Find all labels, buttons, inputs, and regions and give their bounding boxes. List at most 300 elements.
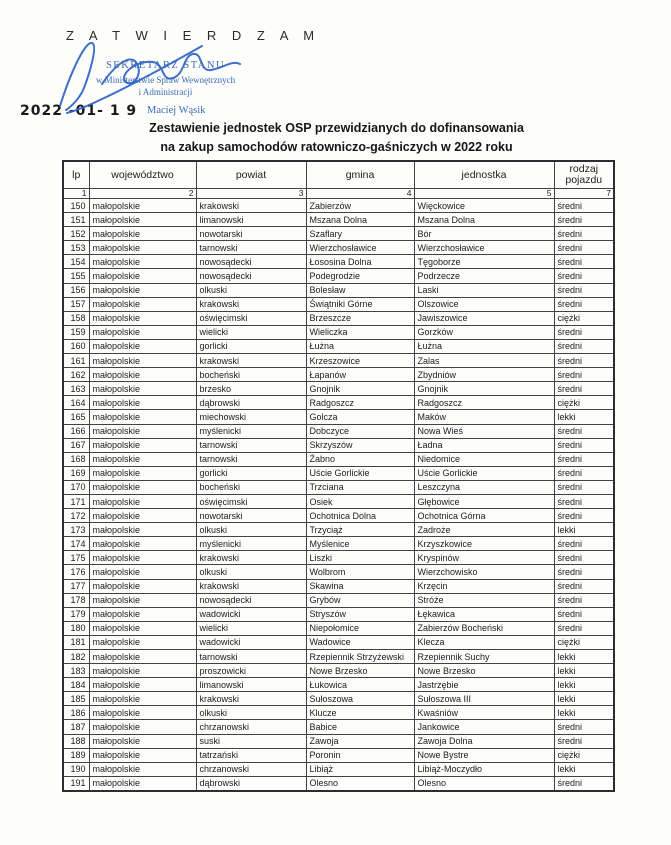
cell-powiat: krakowski xyxy=(196,579,306,593)
table-row xyxy=(63,621,614,635)
cell-powiat: krakowski xyxy=(196,692,306,706)
cell-powiat: nowosądecki xyxy=(196,593,306,607)
cell-rodzaj-pojazdu: średni xyxy=(554,368,614,382)
cell-wojewodztwo: małopolskie xyxy=(89,466,196,480)
cell-rodzaj-pojazdu: średni xyxy=(554,283,614,297)
table-row xyxy=(63,776,614,791)
table-row xyxy=(63,311,614,325)
cell-wojewodztwo: małopolskie xyxy=(89,494,196,508)
cell-wojewodztwo: małopolskie xyxy=(89,354,196,368)
cell-jednostka: Kwaśniów xyxy=(414,706,554,720)
table-row xyxy=(63,213,614,227)
cell-gmina: Rzepiennik Strzyżewski xyxy=(306,650,414,664)
cell-powiat: wadowicki xyxy=(196,607,306,621)
cell-rodzaj-pojazdu: średni xyxy=(554,424,614,438)
cell-lp: 153 xyxy=(63,241,89,255)
cell-gmina: Babice xyxy=(306,720,414,734)
table-row xyxy=(63,551,614,565)
cell-jednostka: Tęgoborze xyxy=(414,255,554,269)
cell-wojewodztwo: małopolskie xyxy=(89,509,196,523)
cell-rodzaj-pojazdu: średni xyxy=(554,297,614,311)
cell-gmina: Wierzchosławice xyxy=(306,241,414,255)
cell-lp: 152 xyxy=(63,227,89,241)
table-row xyxy=(63,650,614,664)
table-row xyxy=(63,523,614,537)
cell-gmina: Klucze xyxy=(306,706,414,720)
cell-rodzaj-pojazdu: średni xyxy=(554,325,614,339)
stamp-line-3: i Administracji xyxy=(138,87,193,97)
cell-jednostka: Ładna xyxy=(414,438,554,452)
cell-lp: 185 xyxy=(63,692,89,706)
cell-powiat: krakowski xyxy=(196,551,306,565)
cell-jednostka: Zabierzów Bocheński xyxy=(414,621,554,635)
cell-rodzaj-pojazdu: średni xyxy=(554,537,614,551)
column-number: 2 xyxy=(89,189,196,199)
cell-rodzaj-pojazdu: średni xyxy=(554,494,614,508)
cell-wojewodztwo: małopolskie xyxy=(89,396,196,410)
cell-powiat: gorlicki xyxy=(196,466,306,480)
cell-lp: 184 xyxy=(63,678,89,692)
stamp-line-2: w Ministerstwie Spraw Wewnętrznych xyxy=(95,75,236,85)
cell-jednostka: Gnojnik xyxy=(414,382,554,396)
cell-wojewodztwo: małopolskie xyxy=(89,452,196,466)
cell-jednostka: Głębowice xyxy=(414,494,554,508)
cell-powiat: nowotarski xyxy=(196,509,306,523)
title-line-1: Zestawienie jednostek OSP przewidzianych do dofinansowania xyxy=(149,121,524,135)
cell-rodzaj-pojazdu: średni xyxy=(554,269,614,283)
cell-gmina: Trzyciąż xyxy=(306,523,414,537)
column-header-gmina: gmina xyxy=(306,161,414,189)
cell-lp: 169 xyxy=(63,466,89,480)
cell-lp: 179 xyxy=(63,607,89,621)
cell-gmina: Skawina xyxy=(306,579,414,593)
table-row xyxy=(63,664,614,678)
cell-lp: 173 xyxy=(63,523,89,537)
cell-wojewodztwo: małopolskie xyxy=(89,523,196,537)
cell-gmina: Łużna xyxy=(306,339,414,353)
table-row xyxy=(63,199,614,213)
cell-gmina: Uście Gorlickie xyxy=(306,466,414,480)
table-row xyxy=(63,762,614,776)
cell-lp: 159 xyxy=(63,325,89,339)
cell-wojewodztwo: małopolskie xyxy=(89,424,196,438)
cell-powiat: tarnowski xyxy=(196,438,306,452)
cell-rodzaj-pojazdu: średni xyxy=(554,593,614,607)
cell-jednostka: Klecza xyxy=(414,635,554,649)
column-number-row xyxy=(63,189,614,199)
cell-wojewodztwo: małopolskie xyxy=(89,255,196,269)
cell-wojewodztwo: małopolskie xyxy=(89,593,196,607)
cell-rodzaj-pojazdu: średni xyxy=(554,551,614,565)
table-row xyxy=(63,537,614,551)
cell-wojewodztwo: małopolskie xyxy=(89,438,196,452)
table-row xyxy=(63,466,614,480)
table-head xyxy=(63,161,614,199)
cell-wojewodztwo: małopolskie xyxy=(89,297,196,311)
cell-wojewodztwo: małopolskie xyxy=(89,537,196,551)
cell-lp: 165 xyxy=(63,410,89,424)
cell-jednostka: Leszczyna xyxy=(414,480,554,494)
cell-jednostka: Nowa Wieś xyxy=(414,424,554,438)
cell-jednostka: Nowe Brzesko xyxy=(414,664,554,678)
column-header-rodzaj-pojazdu: rodzaj pojazdu xyxy=(554,161,614,189)
cell-rodzaj-pojazdu: średni xyxy=(554,720,614,734)
cell-powiat: dąbrowski xyxy=(196,776,306,791)
cell-rodzaj-pojazdu: średni xyxy=(554,227,614,241)
cell-jednostka: Zalas xyxy=(414,354,554,368)
cell-rodzaj-pojazdu: średni xyxy=(554,480,614,494)
cell-wojewodztwo: małopolskie xyxy=(89,213,196,227)
table-row xyxy=(63,635,614,649)
cell-wojewodztwo: małopolskie xyxy=(89,382,196,396)
cell-wojewodztwo: małopolskie xyxy=(89,664,196,678)
approval-label: Z A T W I E R D Z A M xyxy=(66,28,321,43)
cell-rodzaj-pojazdu: lekki xyxy=(554,650,614,664)
cell-lp: 154 xyxy=(63,255,89,269)
cell-lp: 156 xyxy=(63,283,89,297)
cell-jednostka: Jankowice xyxy=(414,720,554,734)
osp-table xyxy=(62,160,615,792)
table-row xyxy=(63,410,614,424)
cell-powiat: brzesko xyxy=(196,382,306,396)
cell-wojewodztwo: małopolskie xyxy=(89,621,196,635)
cell-jednostka: Kryspinów xyxy=(414,551,554,565)
table-row xyxy=(63,593,614,607)
cell-lp: 175 xyxy=(63,551,89,565)
cell-wojewodztwo: małopolskie xyxy=(89,762,196,776)
cell-wojewodztwo: małopolskie xyxy=(89,241,196,255)
cell-jednostka: Zawoja Dolna xyxy=(414,734,554,748)
table-row xyxy=(63,255,614,269)
cell-rodzaj-pojazdu: ciężki xyxy=(554,396,614,410)
cell-lp: 188 xyxy=(63,734,89,748)
table-row xyxy=(63,283,614,297)
stamp-line-1: SEKRETARZ STANU xyxy=(105,60,226,71)
cell-rodzaj-pojazdu: lekki xyxy=(554,706,614,720)
table-row xyxy=(63,748,614,762)
cell-wojewodztwo: małopolskie xyxy=(89,339,196,353)
table-row xyxy=(63,706,614,720)
cell-jednostka: Zadroże xyxy=(414,523,554,537)
cell-jednostka: Krzęcin xyxy=(414,579,554,593)
cell-wojewodztwo: małopolskie xyxy=(89,551,196,565)
cell-rodzaj-pojazdu: średni xyxy=(554,466,614,480)
cell-powiat: krakowski xyxy=(196,354,306,368)
cell-gmina: Trzciana xyxy=(306,480,414,494)
cell-lp: 160 xyxy=(63,339,89,353)
cell-powiat: olkuski xyxy=(196,283,306,297)
cell-jednostka: Ochotnica Górna xyxy=(414,509,554,523)
signer-name: Maciej Wąsik xyxy=(147,105,206,116)
cell-rodzaj-pojazdu: średni xyxy=(554,438,614,452)
cell-jednostka: Olesno xyxy=(414,776,554,791)
cell-rodzaj-pojazdu: średni xyxy=(554,776,614,791)
cell-lp: 162 xyxy=(63,368,89,382)
cell-powiat: oświęcimski xyxy=(196,311,306,325)
cell-jednostka: Bór xyxy=(414,227,554,241)
cell-jednostka: Wierzchosławice xyxy=(414,241,554,255)
cell-jednostka: Zbydniów xyxy=(414,368,554,382)
cell-gmina: Sułoszowa xyxy=(306,692,414,706)
cell-rodzaj-pojazdu: średni xyxy=(554,199,614,213)
cell-wojewodztwo: małopolskie xyxy=(89,579,196,593)
table-body xyxy=(63,199,614,791)
cell-lp: 164 xyxy=(63,396,89,410)
cell-rodzaj-pojazdu: średni xyxy=(554,339,614,353)
cell-wojewodztwo: małopolskie xyxy=(89,269,196,283)
cell-wojewodztwo: małopolskie xyxy=(89,635,196,649)
cell-rodzaj-pojazdu: średni xyxy=(554,579,614,593)
cell-rodzaj-pojazdu: średni xyxy=(554,255,614,269)
table-row xyxy=(63,325,614,339)
cell-rodzaj-pojazdu: lekki xyxy=(554,678,614,692)
cell-wojewodztwo: małopolskie xyxy=(89,678,196,692)
cell-powiat: chrzanowski xyxy=(196,720,306,734)
document-title xyxy=(58,119,615,156)
column-number: 1 xyxy=(63,189,89,199)
cell-gmina: Golcza xyxy=(306,410,414,424)
cell-powiat: nowosądecki xyxy=(196,255,306,269)
cell-lp: 166 xyxy=(63,424,89,438)
cell-jednostka: Maków xyxy=(414,410,554,424)
cell-wojewodztwo: małopolskie xyxy=(89,325,196,339)
cell-jednostka: Krzyszkowice xyxy=(414,537,554,551)
cell-jednostka: Podrzecze xyxy=(414,269,554,283)
cell-powiat: proszowicki xyxy=(196,664,306,678)
cell-wojewodztwo: małopolskie xyxy=(89,720,196,734)
header-row xyxy=(63,161,614,189)
cell-wojewodztwo: małopolskie xyxy=(89,650,196,664)
cell-powiat: limanowski xyxy=(196,213,306,227)
table-row xyxy=(63,678,614,692)
cell-powiat: bocheński xyxy=(196,480,306,494)
cell-lp: 163 xyxy=(63,382,89,396)
cell-gmina: Ochotnica Dolna xyxy=(306,509,414,523)
cell-wojewodztwo: małopolskie xyxy=(89,748,196,762)
cell-rodzaj-pojazdu: lekki xyxy=(554,664,614,678)
cell-lp: 180 xyxy=(63,621,89,635)
table-row xyxy=(63,734,614,748)
cell-powiat: gorlicki xyxy=(196,339,306,353)
cell-gmina: Łukowica xyxy=(306,678,414,692)
cell-powiat: tatrzański xyxy=(196,748,306,762)
cell-powiat: bocheński xyxy=(196,368,306,382)
column-number: 4 xyxy=(306,189,414,199)
cell-gmina: Dobczyce xyxy=(306,424,414,438)
cell-rodzaj-pojazdu: ciężki xyxy=(554,635,614,649)
cell-jednostka: Jawiszowice xyxy=(414,311,554,325)
cell-rodzaj-pojazdu: średni xyxy=(554,509,614,523)
cell-lp: 176 xyxy=(63,565,89,579)
cell-lp: 182 xyxy=(63,650,89,664)
cell-gmina: Krzeszowice xyxy=(306,354,414,368)
cell-wojewodztwo: małopolskie xyxy=(89,311,196,325)
cell-jednostka: Mszana Dolna xyxy=(414,213,554,227)
cell-lp: 151 xyxy=(63,213,89,227)
cell-gmina: Brzeszcze xyxy=(306,311,414,325)
table-row xyxy=(63,480,614,494)
cell-rodzaj-pojazdu: średni xyxy=(554,452,614,466)
cell-lp: 191 xyxy=(63,776,89,791)
cell-lp: 168 xyxy=(63,452,89,466)
cell-rodzaj-pojazdu: ciężki xyxy=(554,311,614,325)
cell-jednostka: Łękawica xyxy=(414,607,554,621)
table-row xyxy=(63,438,614,452)
cell-rodzaj-pojazdu: średni xyxy=(554,621,614,635)
cell-powiat: olkuski xyxy=(196,706,306,720)
cell-jednostka: Więckowice xyxy=(414,199,554,213)
cell-gmina: Bolesław xyxy=(306,283,414,297)
cell-wojewodztwo: małopolskie xyxy=(89,480,196,494)
table-row xyxy=(63,565,614,579)
cell-gmina: Nowe Brzesko xyxy=(306,664,414,678)
signature-scribble-icon xyxy=(40,36,265,121)
cell-lp: 161 xyxy=(63,354,89,368)
column-number: 7 xyxy=(554,189,614,199)
cell-gmina: Grybów xyxy=(306,593,414,607)
table-row xyxy=(63,692,614,706)
cell-rodzaj-pojazdu: ciężki xyxy=(554,748,614,762)
cell-lp: 189 xyxy=(63,748,89,762)
cell-lp: 155 xyxy=(63,269,89,283)
cell-gmina: Osiek xyxy=(306,494,414,508)
cell-powiat: tarnowski xyxy=(196,241,306,255)
cell-jednostka: Olszowice xyxy=(414,297,554,311)
cell-powiat: tarnowski xyxy=(196,452,306,466)
cell-gmina: Radgoszcz xyxy=(306,396,414,410)
column-header-lp: lp xyxy=(63,161,89,189)
cell-gmina: Szaflary xyxy=(306,227,414,241)
cell-gmina: Wolbrom xyxy=(306,565,414,579)
table-row xyxy=(63,424,614,438)
table-row xyxy=(63,368,614,382)
table-row xyxy=(63,494,614,508)
table-row xyxy=(63,607,614,621)
cell-powiat: myślenicki xyxy=(196,537,306,551)
cell-powiat: nowotarski xyxy=(196,227,306,241)
cell-wojewodztwo: małopolskie xyxy=(89,283,196,297)
cell-rodzaj-pojazdu: lekki xyxy=(554,410,614,424)
cell-powiat: dąbrowski xyxy=(196,396,306,410)
cell-powiat: olkuski xyxy=(196,523,306,537)
cell-lp: 174 xyxy=(63,537,89,551)
cell-gmina: Libiąż xyxy=(306,762,414,776)
cell-lp: 170 xyxy=(63,480,89,494)
cell-wojewodztwo: małopolskie xyxy=(89,227,196,241)
table-row xyxy=(63,354,614,368)
cell-powiat: wadowicki xyxy=(196,635,306,649)
cell-lp: 167 xyxy=(63,438,89,452)
cell-lp: 177 xyxy=(63,579,89,593)
cell-rodzaj-pojazdu: lekki xyxy=(554,762,614,776)
table-row xyxy=(63,339,614,353)
cell-powiat: tarnowski xyxy=(196,650,306,664)
cell-lp: 157 xyxy=(63,297,89,311)
cell-jednostka: Jastrzębie xyxy=(414,678,554,692)
cell-powiat: wielicki xyxy=(196,621,306,635)
cell-lp: 158 xyxy=(63,311,89,325)
cell-gmina: Myślenice xyxy=(306,537,414,551)
cell-lp: 187 xyxy=(63,720,89,734)
cell-jednostka: Łużna xyxy=(414,339,554,353)
cell-rodzaj-pojazdu: średni xyxy=(554,607,614,621)
cell-gmina: Olesno xyxy=(306,776,414,791)
table-row xyxy=(63,720,614,734)
cell-rodzaj-pojazdu: średni xyxy=(554,354,614,368)
cell-powiat: oświęcimski xyxy=(196,494,306,508)
cell-rodzaj-pojazdu: lekki xyxy=(554,692,614,706)
table-row xyxy=(63,396,614,410)
cell-gmina: Poronin xyxy=(306,748,414,762)
cell-jednostka: Radgoszcz xyxy=(414,396,554,410)
cell-powiat: miechowski xyxy=(196,410,306,424)
cell-powiat: nowosądecki xyxy=(196,269,306,283)
table-row xyxy=(63,452,614,466)
cell-gmina: Wadowice xyxy=(306,635,414,649)
cell-wojewodztwo: małopolskie xyxy=(89,692,196,706)
cell-powiat: myślenicki xyxy=(196,424,306,438)
cell-powiat: olkuski xyxy=(196,565,306,579)
column-header-jednostka: jednostka xyxy=(414,161,554,189)
title-line-2: na zakup samochodów ratowniczo-gaśniczych w 2022 roku xyxy=(160,139,513,154)
cell-wojewodztwo: małopolskie xyxy=(89,607,196,621)
table-row xyxy=(63,241,614,255)
cell-rodzaj-pojazdu: średni xyxy=(554,565,614,579)
cell-powiat: suski xyxy=(196,734,306,748)
cell-jednostka: Gorzków xyxy=(414,325,554,339)
cell-gmina: Łososina Dolna xyxy=(306,255,414,269)
cell-gmina: Liszki xyxy=(306,551,414,565)
cell-jednostka: Laski xyxy=(414,283,554,297)
table-row xyxy=(63,227,614,241)
cell-gmina: Gnojnik xyxy=(306,382,414,396)
cell-gmina: Zabierzów xyxy=(306,199,414,213)
cell-lp: 190 xyxy=(63,762,89,776)
cell-lp: 172 xyxy=(63,509,89,523)
column-number: 3 xyxy=(196,189,306,199)
cell-lp: 181 xyxy=(63,635,89,649)
column-header-wojewodztwo: województwo xyxy=(89,161,196,189)
cell-gmina: Łapanów xyxy=(306,368,414,382)
cell-gmina: Zawoja xyxy=(306,734,414,748)
cell-wojewodztwo: małopolskie xyxy=(89,368,196,382)
cell-rodzaj-pojazdu: średni xyxy=(554,241,614,255)
cell-jednostka: Wierzchowisko xyxy=(414,565,554,579)
table-row xyxy=(63,579,614,593)
cell-rodzaj-pojazdu: średni xyxy=(554,734,614,748)
cell-lp: 178 xyxy=(63,593,89,607)
table-row xyxy=(63,509,614,523)
cell-powiat: wielicki xyxy=(196,325,306,339)
cell-gmina: Świątniki Górne xyxy=(306,297,414,311)
cell-powiat: limanowski xyxy=(196,678,306,692)
cell-lp: 186 xyxy=(63,706,89,720)
cell-rodzaj-pojazdu: średni xyxy=(554,213,614,227)
cell-wojewodztwo: małopolskie xyxy=(89,734,196,748)
cell-jednostka: Sułoszowa III xyxy=(414,692,554,706)
cell-jednostka: Rzepiennik Suchy xyxy=(414,650,554,664)
cell-wojewodztwo: małopolskie xyxy=(89,776,196,791)
cell-gmina: Niepołomice xyxy=(306,621,414,635)
cell-gmina: Mszana Dolna xyxy=(306,213,414,227)
column-header-powiat: powiat xyxy=(196,161,306,189)
date-stamp: 2022 -01- 1 9 xyxy=(20,103,138,119)
cell-wojewodztwo: małopolskie xyxy=(89,199,196,213)
cell-powiat: krakowski xyxy=(196,297,306,311)
cell-jednostka: Uście Gorlickie xyxy=(414,466,554,480)
table-row xyxy=(63,297,614,311)
cell-gmina: Stryszów xyxy=(306,607,414,621)
